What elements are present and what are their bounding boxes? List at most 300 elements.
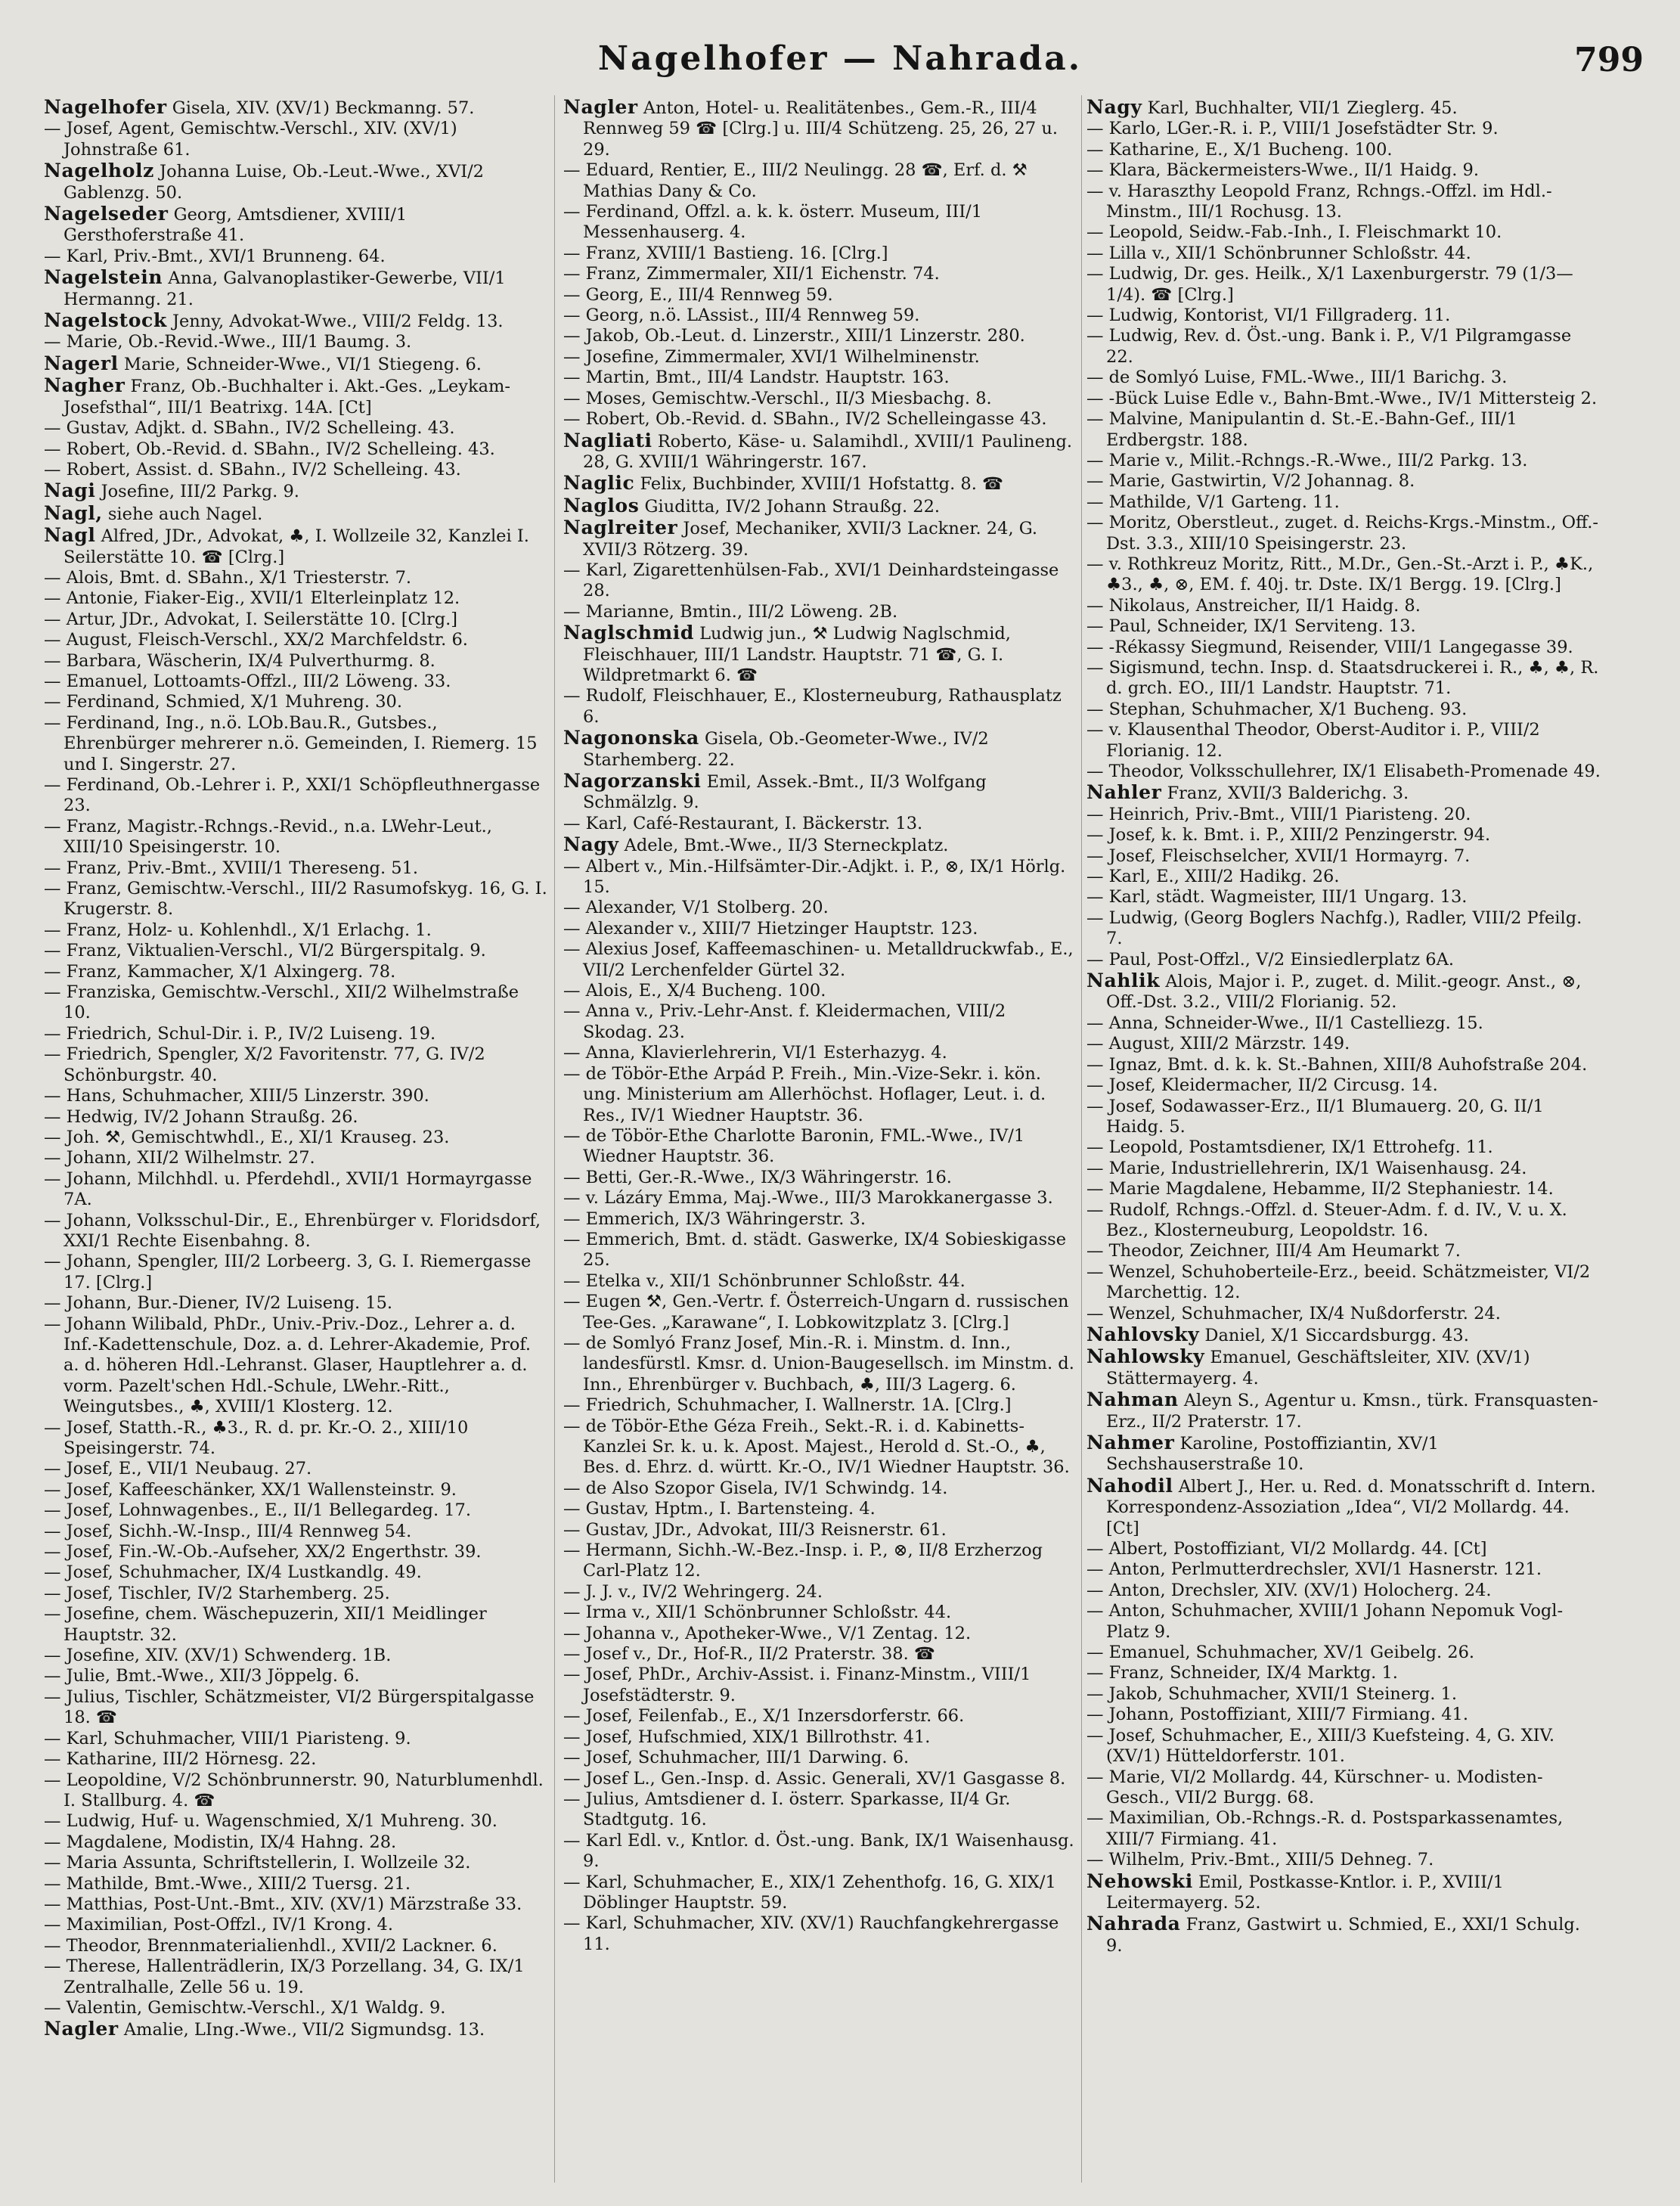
entry-text: — Ludwig, Dr. ges. Heilk., X/1 Laxenburgerstr. 79 (1/3—1/4). ☎ [Clrg.]	[1086, 264, 1573, 305]
directory-entry	[563, 1520, 1076, 1540]
entry-text: Felix, Buchbinder, XVIII/1 Hofstattg. 8. ☎	[640, 474, 1004, 495]
entry-surname: Nagl	[44, 524, 96, 547]
directory-entry	[1086, 887, 1601, 908]
directory-entry	[44, 962, 549, 982]
directory-entry	[563, 1789, 1076, 1831]
directory-entry	[44, 332, 549, 352]
entry-text: — Gustav, Hptm., I. Bartensteing. 4.	[563, 1499, 876, 1519]
directory-entry	[563, 389, 1076, 409]
entry-text: — Franz, Priv.-Bmt., XVIII/1 Thereseng. 51.	[44, 858, 419, 878]
directory-entry	[563, 771, 1076, 814]
entry-text: Daniel, X/1 Siccardsburgg. 43.	[1204, 1325, 1469, 1345]
entry-text: — Josef, PhDr., Archiv-Assist. i. Finanz-Minstm., VIII/1 Josefstädterstr. 9.	[563, 1665, 1031, 1705]
entry-surname: Nagorzanski	[563, 770, 702, 792]
directory-entry	[44, 692, 549, 712]
directory-entry	[1086, 1559, 1601, 1580]
directory-entry	[563, 1126, 1076, 1168]
directory-entry	[44, 97, 549, 119]
entry-text: — Georg, E., III/4 Rennweg 59.	[563, 284, 833, 305]
entry-text: Giuditta, IV/2 Johann Straußg. 22.	[644, 496, 941, 517]
entry-text: — Karl, Priv.-Bmt., XVI/1 Brunneng. 64.	[44, 246, 386, 266]
directory-entry	[563, 1064, 1076, 1126]
entry-text: — Leopold, Seidw.-Fab.-Inh., I. Fleischmarkt 10.	[1086, 222, 1502, 243]
entry-surname: Nagl,	[44, 501, 103, 524]
entry-text: — Karl, Schuhmacher, XIV. (XV/1) Rauchfangkehrergasse 11.	[563, 1913, 1059, 1954]
entry-text: — Wenzel, Schuhoberteile-Erz., beeid. Schätzmeister, VI/2 Marchettig. 12.	[1086, 1261, 1591, 1303]
directory-entry	[44, 1293, 549, 1314]
directory-entry	[44, 713, 549, 775]
entry-text: — Stephan, Schuhmacher, X/1 Bucheng. 93.	[1086, 699, 1468, 719]
entry-text: — -Bück Luise Edle v., Bahn-Bmt.-Wwe., IV/1 Mittersteig 2.	[1086, 388, 1598, 408]
entry-text: — Rudolf, Rchngs.-Offzl. d. Steuer-Adm. f. d. IV., V. u. X. Bez., Klosterneuburg, Leopoldstr. 16.	[1086, 1199, 1567, 1240]
directory-entry	[1086, 1808, 1601, 1850]
entry-text: Alfred, JDr., Advokat, ♣, I. Wollzeile 32, Kanzlei I. Seilerstätte 10. ☎ [Clrg.]	[64, 526, 529, 567]
directory-entry	[44, 1646, 549, 1666]
directory-entry	[44, 775, 549, 817]
directory-entry	[44, 651, 549, 672]
directory-entry	[563, 898, 1076, 918]
directory-entry	[1086, 326, 1601, 368]
directory-entry	[44, 1252, 549, 1293]
entry-text: — Maximilian, Ob.-Rchngs.-R. d. Postsparkassenamtes, XIII/7 Firmiang. 41.	[1086, 1808, 1564, 1849]
directory-entry	[1086, 1684, 1601, 1705]
directory-entry	[563, 495, 1076, 517]
directory-entry	[1086, 471, 1601, 492]
directory-entry	[563, 306, 1076, 326]
entry-text: — Joh. ⚒, Gemischtwhdl., E., XI/1 Krauseg. 23.	[44, 1127, 450, 1147]
entry-text: siehe auch Nagel.	[107, 504, 263, 524]
directory-entry	[1086, 119, 1601, 139]
entry-text: — Emanuel, Schuhmacher, XV/1 Geibelg. 26.	[1086, 1643, 1475, 1663]
directory-entry	[44, 525, 549, 568]
entry-text: — Artur, JDr., Advokat, I. Seilerstätte 10. [Clrg.]	[44, 609, 458, 629]
directory-entry	[1086, 1075, 1601, 1096]
directory-entry	[563, 1292, 1076, 1333]
entry-text: — Anton, Drechsler, XIV. (XV/1) Holocherg. 24.	[1086, 1580, 1492, 1600]
directory-entry	[563, 285, 1076, 306]
directory-entry	[44, 1604, 549, 1646]
directory-entry	[44, 568, 549, 588]
entry-text: — Josef v., Dr., Hof-R., II/2 Praterstr. 38. ☎	[563, 1644, 935, 1665]
entry-text: — Katharine, III/2 Hörnesg. 22.	[44, 1749, 317, 1770]
entry-text: Karoline, Postoffiziantin, XV/1 Sechshauserstraße 10.	[1106, 1434, 1439, 1475]
directory-entry	[563, 1769, 1076, 1789]
directory-entry	[44, 672, 549, 692]
entry-surname: Nagi	[44, 479, 96, 502]
directory-entry	[44, 310, 549, 332]
directory-entry	[44, 1936, 549, 1956]
entry-text: — Alexander, V/1 Stolberg. 20.	[563, 898, 829, 918]
entry-text: — Friedrich, Schul-Dir. i. P., IV/2 Luiseng. 19.	[44, 1023, 436, 1044]
directory-entry	[563, 1230, 1076, 1271]
entry-text: — Josef, Tischler, IV/2 Starhemberg. 25.	[44, 1583, 390, 1603]
entry-text: — Josefine, Zimmermaler, XVI/1 Wilhelminenstr.	[563, 346, 980, 367]
directory-entry	[563, 1644, 1076, 1665]
entry-text: — J. J. v., IV/2 Wehringerg. 24.	[563, 1581, 823, 1602]
entry-text: — Anna, Klavierlehrerin, VI/1 Esterhazyg. 4.	[563, 1043, 947, 1063]
directory-entry	[563, 1416, 1076, 1478]
entry-text: — Johanna v., Apotheker-Wwe., V/1 Zentag. 12.	[563, 1623, 972, 1643]
entry-surname: Nahlowsky	[1086, 1345, 1205, 1368]
directory-entry	[563, 1872, 1076, 1914]
entry-text: Aleyn S., Agentur u. Kmsn., türk. Fransquasten-Erz., II/2 Praterstr. 17.	[1106, 1391, 1598, 1432]
entry-surname: Nehowski	[1086, 1869, 1193, 1892]
entry-text: — Josef, k. k. Bmt. i. P., XIII/2 Penzingerstr. 94.	[1086, 825, 1491, 845]
directory-entry	[1086, 1705, 1601, 1725]
entry-text: — August, XIII/2 Märzstr. 149.	[1086, 1034, 1350, 1054]
entry-text: — Rudolf, Fleischhauer, E., Klosterneuburg, Rathausplatz 6.	[563, 686, 1062, 727]
entry-text: — Leopold, Postamtsdiener, IX/1 Ettrohefg. 11.	[1086, 1137, 1493, 1158]
directory-entry	[44, 418, 549, 439]
entry-text: — Karl Edl. v., Kntlor. d. Öst.-ung. Bank, IX/1 Waisenhausg. 9.	[563, 1830, 1074, 1872]
directory-entry	[563, 1001, 1076, 1043]
entry-text: — Ludwig, Huf- u. Wagenschmied, X/1 Muhreng. 30.	[44, 1811, 497, 1832]
directory-entry	[44, 2018, 549, 2040]
entry-surname: Nagy	[1086, 97, 1142, 118]
entry-text: — Josefine, chem. Wäschepuzerin, XII/1 Meidlinger Hauptstr. 32.	[44, 1604, 487, 1645]
entry-text: — v. Rothkreuz Moritz, Ritt., M.Dr., Gen.-St.-Arzt i. P., ♣K., ♣3., ♣, ⊗, EM. f. 40j. tr. Dste. IX/1 Bergg. 19. [Clrg.]	[1086, 554, 1594, 595]
entry-text: — Nikolaus, Anstreicher, II/1 Haidg. 8.	[1086, 595, 1421, 616]
directory-entry	[44, 1024, 549, 1044]
directory-entry	[44, 1522, 549, 1542]
entry-text: — v. Haraszthy Leopold Franz, Rchngs.-Offzl. im Hdl.-Minstm., III/1 Rochusg. 13.	[1086, 181, 1552, 222]
entry-surname: Naglreiter	[563, 517, 678, 539]
entry-text: — Malvine, Manipulantin d. St.-E.-Bahn-Gef., III/1 Erdbergstr. 188.	[1086, 409, 1517, 450]
entry-text: — v. Lázáry Emma, Maj.-Wwe., III/3 Marokkanergasse 3.	[563, 1188, 1053, 1208]
entry-surname: Naglschmid	[563, 622, 694, 644]
entry-text: — Julie, Bmt.-Wwe., XII/3 Jöppelg. 6.	[44, 1666, 360, 1686]
directory-entry	[44, 879, 549, 920]
directory-entry	[1086, 700, 1601, 720]
entry-text: — Theodor, Volksschullehrer, IX/1 Elisabeth-Promenade 49.	[1086, 762, 1601, 781]
entry-text: — Johann, Postoffiziant, XIII/7 Firmiang. 41.	[1086, 1705, 1469, 1725]
entry-text: — Karl, Schuhmacher, VIII/1 Piaristeng. 9.	[44, 1728, 411, 1748]
running-head: Nagelhofer — Nahrada.	[597, 39, 1083, 78]
directory-entry	[1086, 1663, 1601, 1683]
entry-text: — Antonie, Fiaker-Eig., XVII/1 Elterleinplatz 12.	[44, 588, 460, 609]
directory-entry	[1086, 97, 1601, 119]
page-header	[0, 39, 1680, 92]
entry-text: — Anton, Perlmutterdrechsler, XVI/1 Hasnerstr. 121.	[1086, 1559, 1542, 1580]
entry-text: — Anna, Schneider-Wwe., II/1 Castelliezg. 15.	[1086, 1013, 1483, 1033]
directory-entry	[1086, 1913, 1601, 1956]
entry-surname: Nagler	[563, 97, 638, 118]
directory-entry	[563, 409, 1076, 430]
entry-surname: Nahler	[1086, 781, 1162, 804]
directory-entry	[44, 480, 549, 502]
entry-text: — Josef, Kleidermacher, II/2 Circusg. 14.	[1086, 1075, 1438, 1096]
directory-entry	[1086, 306, 1601, 326]
entry-text: — Marie, Gastwirtin, V/2 Johannag. 8.	[1086, 471, 1415, 492]
entry-text: Georg, Amtsdiener, XVIII/1 Gersthoferstraße 41.	[64, 205, 408, 246]
directory-entry	[1086, 1871, 1601, 1914]
entry-text: Franz, XVII/3 Balderichg. 3.	[1167, 783, 1409, 804]
entry-text: — Eduard, Rentier, E., III/2 Neulingg. 28 ☎, Erf. d. ⚒ Mathias Dany & Co.	[563, 160, 1028, 201]
directory-entry	[563, 981, 1076, 1001]
entry-text: — Irma v., XII/1 Schönbrunner Schloßstr. 44.	[563, 1603, 952, 1623]
entry-text: — Franz, Gemischtw.-Verschl., III/2 Rasumofskyg. 16, G. I. Krugerstr. 8.	[44, 879, 547, 920]
directory-entry	[1086, 1179, 1601, 1199]
directory-entry	[44, 1148, 549, 1168]
directory-entry	[44, 588, 549, 609]
directory-entry	[563, 622, 1076, 686]
entry-text: — Franz, Viktualien-Verschl., VI/2 Bürgerspitalg. 9.	[44, 941, 486, 961]
entry-text: — Albert, Postoffiziant, VI/2 Mollardg. 44. [Ct]	[1086, 1539, 1487, 1559]
directory-entry	[44, 353, 549, 375]
directory-entry	[1086, 825, 1601, 845]
directory-entry	[563, 560, 1076, 602]
directory-entry	[563, 1727, 1076, 1748]
directory-entry	[563, 1540, 1076, 1582]
entry-text: — Josef, Schuhmacher, IX/4 Lustkandlg. 49.	[44, 1562, 422, 1583]
entry-text: — Ignaz, Bmt. d. k. k. St.-Bahnen, XIII/8 Auhofstraße 204.	[1086, 1054, 1588, 1075]
entry-text: Albert J., Her. u. Red. d. Monatsschrift d. Intern. Korrespondenz-Assoziation „Idea“, VI/2 Mollardg. 44. [Ct]	[1106, 1476, 1596, 1538]
directory-entry	[44, 920, 549, 941]
entry-text: — Marie Magdalene, Hebamme, II/2 Stephaniestr. 14.	[1086, 1179, 1554, 1199]
directory-entry	[1086, 1726, 1601, 1767]
directory-entry	[44, 610, 549, 630]
directory-entry	[44, 1542, 549, 1562]
entry-text: — Johann, Bur.-Diener, IV/2 Luiseng. 15.	[44, 1293, 393, 1314]
entry-surname: Nagelstein	[44, 266, 163, 289]
directory-entry	[44, 247, 549, 267]
directory-entry	[44, 858, 549, 879]
entry-text: — Theodor, Zeichner, III/4 Am Heumarkt 7.	[1086, 1241, 1461, 1261]
entry-text: — Alexius Josef, Kaffeemaschinen- u. Metalldruckwfab., E., VII/2 Lerchenfelder Gürtel 32.	[563, 939, 1074, 980]
entry-text: — Leopoldine, V/2 Schönbrunnerstr. 90, Naturblumenhdl. I. Stallburg. 4. ☎	[44, 1770, 544, 1810]
entry-text: — Marie, Ob.-Revid.-Wwe., III/1 Baumg. 3.	[44, 332, 412, 352]
directory-entry	[563, 202, 1076, 244]
entry-text: — de Töbör-Ethe Arpád P. Freih., Min.-Vize-Sekr. i. kön. ung. Ministerium am Allerhöchst. Hoflager, Leut. i. d. Res., IV/1 Wiedner Hauptstr. 36.	[563, 1063, 1046, 1125]
directory-entry	[1086, 658, 1601, 700]
entry-text: Alois, Major i. P., zuget. d. Milit.-geogr. Anst., ⊗, Off.-Dst. 3.2., VIII/2 Florianig. 52.	[1106, 972, 1582, 1013]
directory-entry	[1086, 867, 1601, 887]
entry-surname: Nagononska	[563, 727, 699, 749]
directory-entry	[1086, 389, 1601, 409]
entry-surname: Nahmer	[1086, 1432, 1175, 1454]
entry-text: — de Also Szopor Gisela, IV/1 Schwindg. 14.	[563, 1478, 948, 1498]
directory-entry	[44, 439, 549, 460]
directory-entry	[563, 1706, 1076, 1727]
entry-text: — Matthias, Post-Unt.-Bmt., XIV. (XV/1) Märzstraße 33.	[44, 1894, 522, 1914]
entry-text: — Alexander v., XIII/7 Hietzinger Hauptstr. 123.	[563, 918, 978, 939]
entry-text: — de Somlyó Franz Josef, Min.-R. i. Minstm. d. Inn., landesfürstl. Kmsr. d. Union-Baugesellsch. im Minstm. d. Inn., Ehrenbürger v. Buchbach, ♣, III/3 Lagerg. 6.	[563, 1333, 1074, 1395]
directory-entry	[44, 1459, 549, 1479]
entry-text: — Marie, VI/2 Mollardg. 44, Kürschner- u. Modisten-Gesch., VII/2 Burgg. 68.	[1086, 1767, 1543, 1807]
directory-entry	[1086, 513, 1601, 554]
entry-text: — Franz, Holz- u. Kohlenhdl., X/1 Erlachg. 1.	[44, 920, 432, 940]
entry-text: — Franz, XVIII/1 Bastieng. 16. [Clrg.]	[563, 243, 888, 263]
entry-surname: Nahodil	[1086, 1474, 1173, 1497]
directory-entry	[44, 460, 549, 480]
directory-entry	[563, 814, 1076, 834]
entry-text: — Ludwig, Rev. d. Öst.-ung. Bank i. P., V/1 Pilgramgasse 22.	[1086, 326, 1572, 367]
entry-text: — Karl, Schuhmacher, E., XIX/1 Zehenthofg. 16, G. XIX/1 Döblinger Hauptstr. 59.	[563, 1872, 1056, 1913]
entry-text: — Ferdinand, Schmied, X/1 Muhreng. 30.	[44, 692, 403, 712]
entry-text: — de Töbör-Ethe Géza Freih., Sekt.-R. i. d. Kabinetts-Kanzlei Sr. k. u. k. Apost. Majest., Herold d. St.-O., ♣, Bes. d. Ehrz. d. württ. Kr.-O., IV/1 Wiedner Hauptstr. 36.	[563, 1416, 1070, 1478]
directory-entry	[1086, 596, 1601, 616]
entry-text: — Jakob, Ob.-Leut. d. Linzerstr., XIII/1 Linzerstr. 280.	[563, 326, 1025, 346]
directory-entry	[563, 1188, 1076, 1208]
directory-entry	[563, 834, 1076, 856]
directory-entry	[563, 368, 1076, 388]
entry-surname: Nagelstock	[44, 309, 167, 332]
entry-text: — Jakob, Schuhmacher, XVII/1 Steinerg. 1.	[1086, 1683, 1458, 1704]
directory-entry	[44, 160, 549, 203]
directory-entry	[44, 203, 549, 247]
entry-text: — Mathilde, V/1 Garteng. 11.	[1086, 492, 1340, 512]
entry-text: — Robert, Assist. d. SBahn., IV/2 Schelleing. 43.	[44, 459, 461, 479]
entry-text: — Josef L., Gen.-Insp. d. Assic. Generali, XV/1 Gasgasse 8.	[563, 1768, 1066, 1789]
entry-text: — Magdalene, Modistin, IX/4 Hahng. 28.	[44, 1832, 397, 1852]
directory-entry	[44, 1832, 549, 1853]
entry-text: — Josef, Hufschmied, XIX/1 Billrothstr. 41.	[563, 1727, 931, 1747]
directory-entry	[563, 686, 1076, 728]
entry-text: — Ferdinand, Offzl. a. k. k. österr. Museum, III/1 Messenhauserg. 4.	[563, 202, 983, 243]
entry-text: — Alois, E., X/4 Bucheng. 100.	[563, 981, 826, 1001]
entry-text: — -Rékassy Siegmund, Reisender, VIII/1 Langegasse 39.	[1086, 637, 1573, 657]
entry-surname: Nagher	[44, 374, 126, 397]
entry-text: — Paul, Schneider, IX/1 Serviteng. 13.	[1086, 616, 1416, 637]
entry-text: — Franz, Zimmermaler, XII/1 Eichenstr. 74.	[563, 264, 940, 284]
directory-entry	[44, 1128, 549, 1148]
directory-entry	[44, 1211, 549, 1252]
directory-entry	[563, 326, 1076, 346]
directory-entry	[44, 817, 549, 858]
entry-text: — Valentin, Gemischtw.-Verschl., X/1 Waldg. 9.	[44, 1997, 446, 2018]
entry-surname: Nahlovsky	[1086, 1323, 1200, 1345]
directory-entry	[563, 244, 1076, 264]
entry-text: — Karl, Café-Restaurant, I. Bäckerstr. 13.	[563, 813, 923, 833]
entry-text: — Martin, Bmt., III/4 Landstr. Hauptstr. 163.	[563, 368, 950, 388]
directory-entry	[563, 728, 1076, 771]
entry-text: — Julius, Amtsdiener d. I. österr. Sparkasse, II/4 Gr. Stadtgutg. 16.	[563, 1789, 1011, 1830]
directory-entry	[1086, 1304, 1601, 1324]
entry-text: Gisela, XIV. (XV/1) Beckmanng. 57.	[172, 98, 475, 118]
entry-text: — Josef, Kaffeeschänker, XX/1 Wallensteinstr. 9.	[44, 1479, 457, 1500]
entry-text: — Albert v., Min.-Hilfsämter-Dir.-Adjkt. i. P., ⊗, IX/1 Hörlg. 15.	[563, 856, 1066, 898]
directory-entry	[44, 375, 549, 418]
entry-text: — Paul, Post-Offzl., V/2 Einsiedlerplatz 6A.	[1086, 949, 1455, 970]
entry-text: — Maria Assunta, Schriftstellerin, I. Wollzeile 32.	[44, 1853, 471, 1873]
entry-surname: Nagerl	[44, 352, 119, 374]
directory-entry	[44, 1956, 549, 1998]
entry-text: — Barbara, Wäscherin, IX/4 Pulverthurmg. 8.	[44, 650, 435, 671]
directory-entry	[563, 473, 1076, 495]
directory-entry	[1086, 409, 1601, 451]
directory-entry	[1086, 1262, 1601, 1304]
directory-entry	[44, 1687, 549, 1729]
entry-text: — Ferdinand, Ob.-Lehrer i. P., XXI/1 Schöpfleuthnergasse 23.	[44, 775, 541, 816]
entry-surname: Naglic	[563, 472, 635, 495]
entry-text: — Josef, Sodawasser-Erz., II/1 Blumauerg. 20, G. II/1 Haidg. 5.	[1086, 1096, 1544, 1137]
directory-entry	[1086, 1389, 1601, 1432]
directory-entry	[563, 1209, 1076, 1230]
entry-text: — Marie v., Milit.-Rchngs.-R.-Wwe., III/2 Parkg. 13.	[1086, 450, 1528, 470]
directory-entry	[44, 1915, 549, 1935]
directory-entry	[1086, 1432, 1601, 1475]
entry-text: — Emmerich, IX/3 Währingerstr. 3.	[563, 1208, 866, 1229]
entry-text: — Josef, E., VII/1 Neubaug. 27.	[44, 1459, 312, 1479]
directory-entry	[44, 982, 549, 1024]
directory-entry	[1086, 1159, 1601, 1179]
directory-entry	[44, 1894, 549, 1915]
directory-entry	[1086, 1097, 1601, 1138]
entry-text: — v. Klausenthal Theodor, Oberst-Auditor i. P., VIII/2 Florianig. 12.	[1086, 720, 1540, 761]
entry-text: Emil, Assek.-Bmt., II/3 Wolfgang Schmälzlg. 9.	[583, 772, 987, 813]
entry-text: — Robert, Ob.-Revid. d. SBahn., IV/2 Schelleing. 43.	[44, 439, 495, 459]
directory-entry	[1086, 1475, 1601, 1539]
entry-text: — Marie, Industriellehrerin, IX/1 Waisenhausg. 24.	[1086, 1158, 1527, 1178]
entry-text: — Klara, Bäckermeisters-Wwe., II/1 Haidg. 9.	[1086, 160, 1480, 181]
directory-entry	[1086, 368, 1601, 388]
entry-text: Jenny, Advokat-Wwe., VIII/2 Feldg. 13.	[172, 312, 504, 332]
entry-text: — Ferdinand, Ing., n.ö. LOb.Bau.R., Gutsbes., Ehrenbürger mehrerer n.ö. Gemeinden, I. Riemerg. 15 und I. Singerstr. 27.	[44, 712, 538, 774]
directory-entry	[563, 97, 1076, 160]
directory-entry	[563, 1043, 1076, 1063]
entry-text: — Gustav, JDr., Advokat, III/3 Reisnerstr. 61.	[563, 1519, 947, 1540]
directory-entry	[44, 1169, 549, 1211]
entry-text: Adele, Bmt.-Wwe., II/3 Sterneckplatz.	[624, 836, 949, 856]
directory-entry	[44, 1749, 549, 1770]
directory-entry	[1086, 451, 1601, 471]
entry-text: — August, Fleisch-Verschl., XX/2 Marchfeldstr. 6.	[44, 630, 468, 650]
directory-entry	[1086, 805, 1601, 825]
directory-entry	[563, 1913, 1076, 1955]
directory-entry	[44, 1500, 549, 1521]
entry-surname: Naglos	[563, 494, 640, 517]
directory-entry	[44, 1044, 549, 1086]
directory-entry	[44, 1480, 549, 1500]
directory-entry	[563, 1499, 1076, 1519]
entry-text: — Anna v., Priv.-Lehr-Anst. f. Kleidermachen, VIII/2 Skodag. 23.	[563, 1001, 1006, 1042]
entry-text: — Josef, Fin.-W.-Ob.-Aufseher, XX/2 Engerthstr. 39.	[44, 1542, 482, 1562]
entry-surname: Nagler	[44, 2018, 119, 2040]
directory-entry	[44, 1418, 549, 1460]
entry-text: — de Somlyó Luise, FML.-Wwe., III/1 Barichg. 3.	[1086, 368, 1508, 388]
directory-entry	[1086, 1581, 1601, 1601]
entry-text: — Karl, E., XIII/2 Hadikg. 26.	[1086, 867, 1340, 887]
entry-text: — Julius, Tischler, Schätzmeister, VI/2 Bürgerspitalgasse 18. ☎	[44, 1686, 535, 1728]
directory-entry	[44, 267, 549, 310]
directory-entry	[1086, 638, 1601, 658]
directory-entry	[563, 1831, 1076, 1872]
directory-entry	[1086, 1601, 1601, 1643]
entry-text: — Anton, Schuhmacher, XVIII/1 Johann Nepomuk Vogl-Platz 9.	[1086, 1601, 1564, 1642]
directory-entry	[1086, 762, 1601, 782]
directory-entry	[1086, 160, 1601, 181]
entry-text: Emil, Postkasse-Kntlor. i. P., XVIII/1 Leitermayerg. 52.	[1106, 1872, 1504, 1913]
entry-text: — Theodor, Brennmaterialienhdl., XVII/2 Lackner. 6.	[44, 1935, 497, 1956]
directory-entry	[44, 1811, 549, 1832]
entry-text: — Robert, Ob.-Revid. d. SBahn., IV/2 Schelleingasse 43.	[563, 409, 1047, 430]
directory-entry	[1086, 1539, 1601, 1559]
directory-entry	[563, 1665, 1076, 1706]
entry-text: — Franz, Magistr.-Rchngs.-Revid., n.a. LWehr-Leut., XIII/10 Speisingerstr. 10.	[44, 816, 492, 858]
directory-entry	[44, 1314, 549, 1418]
entry-text: — Josef, Sichh.-W.-Insp., III/4 Rennweg 54.	[44, 1521, 412, 1541]
entry-text: Josefine, III/2 Parkg. 9.	[101, 482, 299, 502]
entry-text: — Johann, XII/2 Wilhelmstr. 27.	[44, 1148, 315, 1168]
directory-entry	[563, 264, 1076, 284]
entry-text: — Emmerich, Bmt. d. städt. Gaswerke, IX/4 Sobieskigasse 25.	[563, 1229, 1067, 1271]
directory-entry	[1086, 950, 1601, 970]
directory-entry	[563, 1624, 1076, 1644]
column-rule	[1081, 95, 1082, 2183]
directory-entry	[44, 630, 549, 650]
entry-text: — Eugen ⚒, Gen.-Vertr. f. Österreich-Ungarn d. russischen Tee-Ges. „Karawane“, I. Lobkowitzplatz 3. [Clrg.]	[563, 1292, 1069, 1333]
directory-entry	[44, 1584, 549, 1604]
